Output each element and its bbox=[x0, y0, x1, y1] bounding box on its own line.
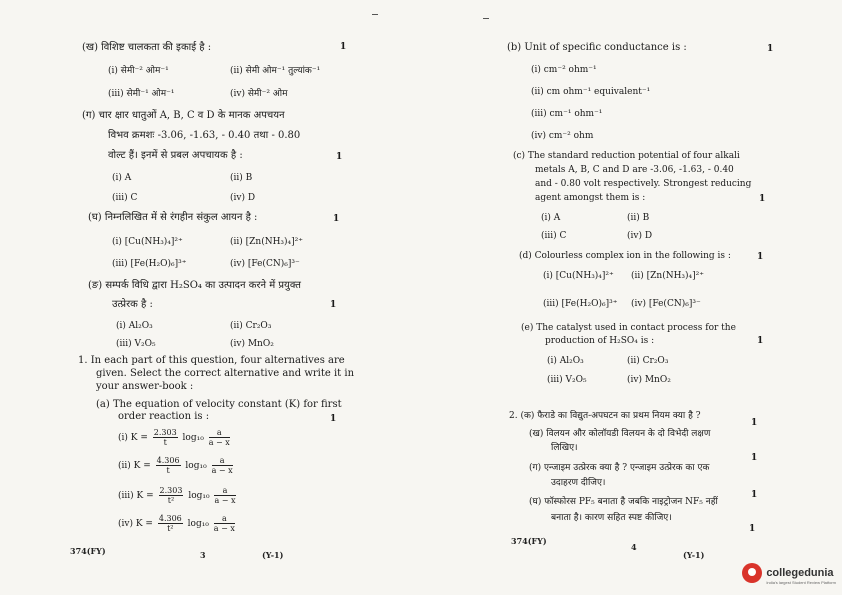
footer-code: 374(FY) bbox=[70, 546, 106, 556]
page-right bbox=[421, 0, 842, 595]
logo-tagline: India's largest Student Review Platform bbox=[766, 580, 836, 585]
q1-instruction-line: your answer-book : bbox=[96, 381, 194, 392]
q-ga-line: वोल्ट हैं। इनमें से प्रबल अपचायक है : bbox=[108, 150, 243, 161]
option: (iv) [Fe(CN)₆]³⁻ bbox=[631, 299, 701, 309]
q2-ka: 2. (क) फैराडे का विद्युत-अपघटन का प्रथम नियम क्या है ? bbox=[509, 411, 701, 421]
option: (i) cm⁻² ohm⁻¹ bbox=[531, 65, 597, 75]
q-a-line: order reaction is : bbox=[118, 411, 210, 422]
q2-kha-line: लिखिए। bbox=[551, 443, 578, 453]
option: (iv) सेमी⁻² ओम bbox=[230, 89, 288, 99]
q2-gha: (घ) फॉस्फोरस PF₅ बनाता है जबकि नाइट्रोजन NF₅ नहीं bbox=[529, 497, 718, 507]
q-gha: (घ) निम्नलिखित में से रंगहीन संकुल आयन है : bbox=[88, 212, 258, 223]
footer-series: (Y-1) bbox=[683, 550, 705, 560]
q1-instruction: 1. In each part of this question, four alternatives are bbox=[78, 355, 345, 366]
footer-series: (Y-1) bbox=[262, 550, 284, 560]
option: (iii) [Fe(H₂O)₆]³⁺ bbox=[543, 299, 618, 309]
q-b: (b) Unit of specific conductance is : bbox=[507, 42, 687, 53]
q-c-line: metals A, B, C and D are -3.06, -1.63, - 0.40 bbox=[535, 165, 734, 175]
option: (i) [Cu(NH₃)₄]²⁺ bbox=[112, 237, 183, 247]
q2-gha-line: बनाता है। कारण सहित स्पष्ट कीजिए। bbox=[551, 513, 672, 523]
top-mark bbox=[372, 14, 378, 15]
option: (iv) D bbox=[230, 193, 256, 203]
mark: 1 bbox=[751, 418, 758, 428]
option: (i) A bbox=[541, 213, 561, 223]
mark: 1 bbox=[767, 44, 774, 54]
option: (iii) V₂O₅ bbox=[116, 339, 156, 349]
footer-code: 374(FY) bbox=[511, 536, 547, 546]
option: (iv) MnO₂ bbox=[230, 339, 274, 349]
top-mark bbox=[483, 18, 489, 19]
mark: 1 bbox=[336, 152, 343, 162]
q-nga-line: उत्प्रेरक है : bbox=[112, 299, 153, 310]
mark: 1 bbox=[749, 524, 756, 534]
footer-page: 4 bbox=[631, 542, 637, 552]
option: (ii) Cr₂O₃ bbox=[627, 356, 669, 366]
option: (i) Al₂O₃ bbox=[547, 356, 584, 366]
option: (ii) B bbox=[627, 213, 650, 223]
q2-ga-line: उदाहरण दीजिए। bbox=[551, 478, 606, 488]
mark: 1 bbox=[757, 252, 764, 262]
option: (iii) cm⁻¹ ohm⁻¹ bbox=[531, 109, 603, 119]
logo-name: collegedunia bbox=[766, 567, 834, 579]
q-d: (d) Colourless complex ion in the following is : bbox=[519, 251, 731, 261]
logo-icon bbox=[742, 563, 762, 583]
q2-ga: (ग) एन्जाइम उत्प्रेरक क्या है ? एन्जाइम उत्प्रेरक का एक bbox=[529, 463, 710, 473]
option: (ii) B bbox=[230, 173, 253, 183]
option: (iv) MnO₂ bbox=[627, 375, 671, 385]
option: (i) [Cu(NH₃)₄]²⁺ bbox=[543, 271, 614, 281]
formula-option: (iv) K = $\frac{4.306}{\text{t²}}$ log₁₀ $\frac{a}{a - x}$ bbox=[118, 514, 235, 533]
mark: 1 bbox=[330, 414, 337, 424]
q-a: (a) The equation of velocity constant (K) for first bbox=[96, 399, 342, 410]
option: (iii) सेमी⁻¹ ओम⁻¹ bbox=[108, 89, 175, 99]
option: (iv) [Fe(CN)₆]³⁻ bbox=[230, 259, 300, 269]
q-e: (e) The catalyst used in contact process for the bbox=[521, 323, 736, 333]
footer-page: 3 bbox=[200, 550, 206, 560]
option: (iii) C bbox=[541, 231, 567, 241]
q-nga: (ङ) सम्पर्क विधि द्वारा H₂SO₄ का उत्पादन करने में प्रयुक्त bbox=[88, 280, 301, 291]
q-c: (c) The standard reduction potential of four alkali bbox=[513, 151, 740, 161]
q-ga: (ग) चार क्षार धातुओं A, B, C व D के मानक अपचयन bbox=[82, 110, 285, 121]
q1-instruction-line: given. Select the correct alternative and write it in bbox=[96, 368, 355, 379]
mark: 1 bbox=[751, 453, 758, 463]
option: (ii) Cr₂O₃ bbox=[230, 321, 272, 331]
option: (ii) सेमी ओम⁻¹ तुल्यांक⁻¹ bbox=[230, 66, 321, 76]
q-c-line: agent amongst them is : bbox=[535, 193, 646, 203]
mark: 1 bbox=[333, 214, 340, 224]
option: (ii) [Zn(NH₃)₄]²⁺ bbox=[230, 237, 304, 247]
option: (ii) cm ohm⁻¹ equivalent⁻¹ bbox=[531, 87, 651, 97]
mark: 1 bbox=[751, 490, 758, 500]
option: (iv) cm⁻² ohm bbox=[531, 131, 594, 141]
mark: 1 bbox=[759, 194, 766, 204]
collegedunia-logo bbox=[742, 561, 836, 585]
option: (iii) V₂O₅ bbox=[547, 375, 587, 385]
option: (i) A bbox=[112, 173, 132, 183]
mark: 1 bbox=[757, 336, 764, 346]
option: (i) सेमी⁻² ओम⁻¹ bbox=[108, 66, 169, 76]
mark: 1 bbox=[330, 300, 337, 310]
option: (iii) C bbox=[112, 193, 138, 203]
option: (ii) [Zn(NH₃)₄]²⁺ bbox=[631, 271, 705, 281]
q-ga-line: विभव क्रमशः -3.06, -1.63, - 0.40 तथा - 0.80 bbox=[108, 130, 301, 141]
q-c-line: and - 0.80 volt respectively. Strongest reducing bbox=[535, 179, 752, 189]
option: (iii) [Fe(H₂O)₆]³⁺ bbox=[112, 259, 187, 269]
formula-option: (iii) K = $\frac{2.303}{\text{t²}}$ log₁₀ $\frac{a}{a - x}$ bbox=[118, 486, 236, 505]
q2-kha: (ख) विलयन और कोलॉयडी विलयन के दो विभेदी लक्षण bbox=[529, 429, 711, 439]
mark: 1 bbox=[340, 42, 347, 52]
formula-option: (ii) K = $\frac{4.306}{t}$ log₁₀ $\frac{a}{a - x}$ bbox=[118, 456, 233, 475]
option: (iv) D bbox=[627, 231, 653, 241]
option: (i) Al₂O₃ bbox=[116, 321, 153, 331]
formula-option: (i) K = $\frac{2.303}{t}$ log₁₀ $\frac{a}{a - x}$ bbox=[118, 428, 230, 447]
q-kha: (ख) विशिष्ट चालकता की इकाई है : bbox=[82, 42, 212, 53]
q-e-line: production of H₂SO₄ is : bbox=[545, 336, 655, 346]
